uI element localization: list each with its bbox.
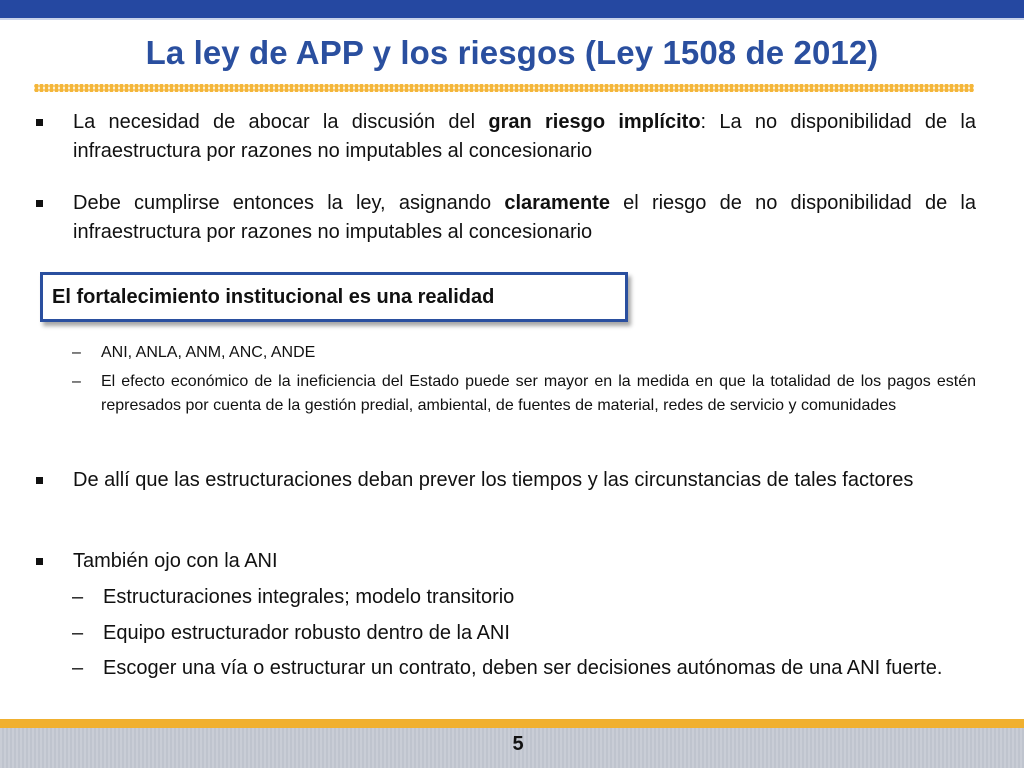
- top-header-bar: [0, 0, 1024, 18]
- dash-bullet-icon: –: [72, 657, 84, 679]
- slide-title: La ley de APP y los riesgos (Ley 1508 de 2012): [145, 34, 879, 71]
- top-header-line: [0, 18, 1024, 20]
- bullet-item: [36, 108, 976, 166]
- sub-list-item: [72, 654, 976, 683]
- sub-item-text: Estructuraciones integrales; modelo transitorio: [103, 586, 515, 608]
- bullet-text: De allí que las estructuraciones deban prever los tiempos y las circunstancias de tales factores: [73, 469, 914, 491]
- dash-bullet-icon: –: [72, 622, 84, 644]
- dash-bullet-icon: –: [72, 586, 84, 608]
- bullet-text: [73, 189, 976, 247]
- square-bullet-icon: [36, 119, 43, 126]
- dash-bullet-icon: –: [72, 373, 81, 390]
- dotted-divider: [34, 84, 974, 92]
- bullet-text-bold: gran riesgo implícito: [488, 111, 701, 133]
- bullet-item: [36, 466, 976, 495]
- bullet-text: [73, 108, 976, 166]
- square-bullet-icon: [36, 200, 43, 207]
- sub-list-item: [72, 619, 976, 648]
- sub-item-text: Escoger una vía o estructurar un contrato, deben ser decisiones autónomas de una ANI fuerte.: [103, 657, 943, 679]
- bullet-text-part: el riesgo de no disponibilidad de la infraestructura por razones no imputables al concesionario: [73, 192, 976, 243]
- bullet-text: También ojo con la ANI: [73, 550, 278, 572]
- dash-bullet-icon: –: [72, 344, 81, 361]
- square-bullet-icon: [36, 477, 43, 484]
- bullet-text-bold: claramente: [504, 192, 610, 214]
- sub-item-text: El efecto económico de la ineficiencia del Estado puede ser mayor en la medida en que la totalidad de los pagos estén represados por cuenta de la gestión predial, ambiental, de fuentes de material, redes de servicio y comunidades: [101, 373, 976, 414]
- bullet-text-part: La necesidad de abocar la discusión del: [73, 111, 489, 133]
- sub-item-text: Equipo estructurador robusto dentro de la ANI: [103, 622, 510, 644]
- callout-box: [40, 272, 628, 322]
- bullet-item: [36, 547, 976, 576]
- bullet-text-part: Debe cumplirse entonces la ley, asignando: [73, 192, 505, 214]
- bullet-item: [36, 189, 976, 247]
- sub-list-item: [72, 341, 976, 365]
- bullet-text-part: : La no disponibilidad de la infraestructura por razones no imputables al concesionario: [73, 111, 976, 162]
- square-bullet-icon: [36, 558, 43, 565]
- sub-item-text: ANI, ANLA, ANM, ANC, ANDE: [101, 344, 316, 361]
- page-number: 5: [512, 733, 524, 755]
- footer-gold-bar: [0, 719, 1024, 728]
- callout-text: El fortalecimiento institucional es una realidad: [52, 285, 495, 308]
- sub-list-item: [72, 583, 976, 612]
- sub-list-item: [72, 370, 976, 418]
